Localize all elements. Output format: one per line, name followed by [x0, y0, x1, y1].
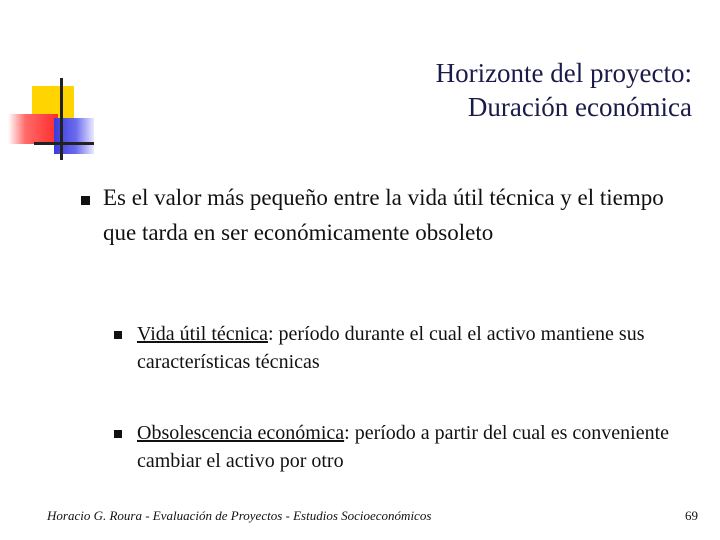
- sub-bullet-2: [137, 419, 677, 475]
- title-line-1: Horizonte del proyecto:: [435, 58, 692, 88]
- logo-vertical-line: [60, 78, 63, 160]
- sub-bullet-square-icon: [114, 430, 122, 438]
- main-bullet-text: Es el valor más pequeño entre la vida útil técnica y el tiempo que tarda en ser económicamente obsoleto: [103, 185, 664, 245]
- sub-bullet-1-term: Vida útil técnica: [137, 323, 268, 345]
- page-number: 69: [685, 508, 698, 523]
- logo-horizontal-line: [34, 142, 94, 145]
- bullet-square-icon: [81, 196, 90, 205]
- sub-bullet-2-definition: : período a partir del cual es conveniente cambiar el activo por otro: [137, 422, 670, 472]
- sub-bullet-1-definition: : período durante el cual el activo mantiene sus características técnicas: [137, 323, 645, 373]
- slide-title: [272, 56, 692, 124]
- logo-red-square: [8, 114, 58, 144]
- footer-author: Horacio G. Roura - Evaluación de Proyectos - Estudios Socioeconómicos: [47, 508, 432, 523]
- decorative-logo-icon: [0, 0, 110, 170]
- sub-bullet-1: [137, 320, 677, 376]
- title-line-2: Duración económica: [467, 92, 692, 122]
- sub-bullet-2-term: Obsolescencia económica: [137, 422, 345, 444]
- sub-bullet-square-icon: [114, 331, 122, 339]
